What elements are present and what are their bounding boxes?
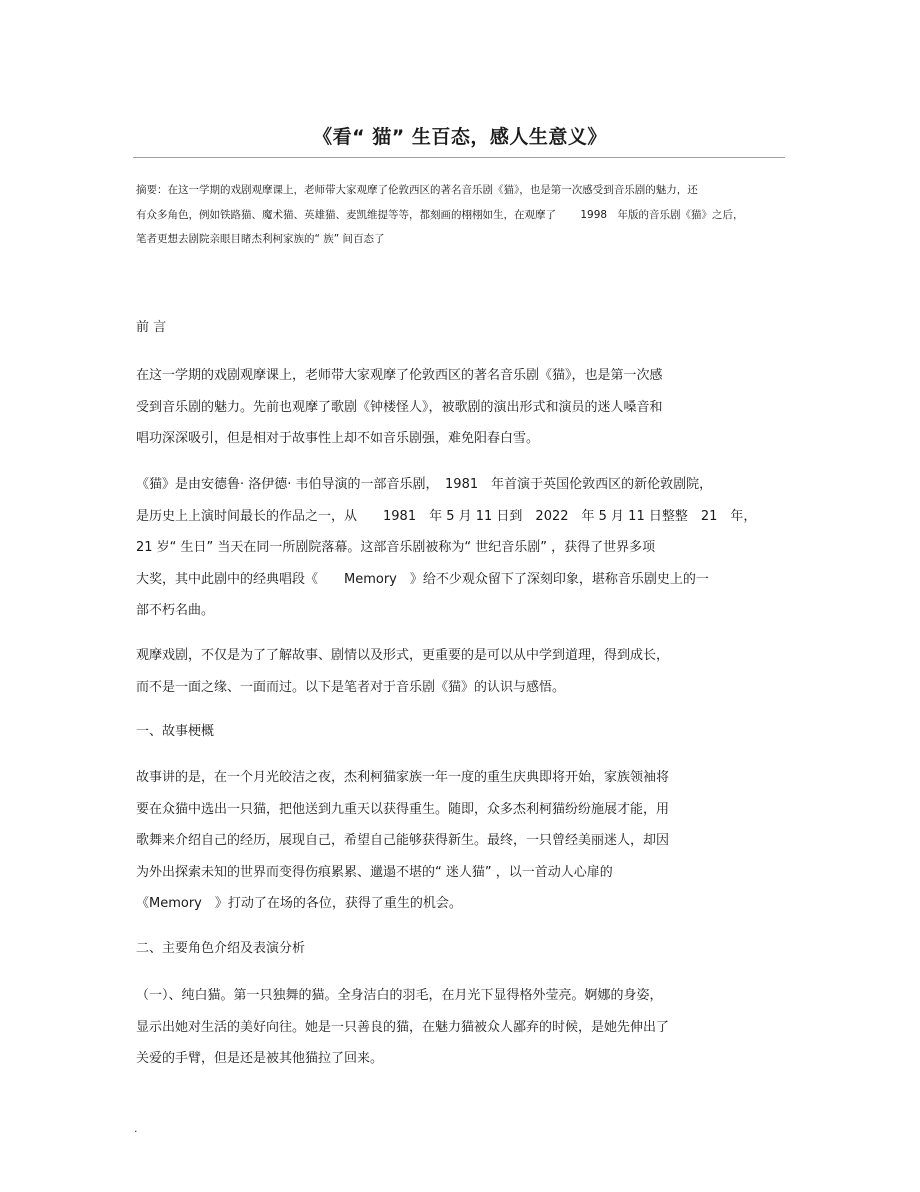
paragraph-line: 故事讲的是，在一个月光皎洁之夜，杰利柯猫家族一年一度的重生庆典即将开始，家族领袖将 bbox=[136, 770, 670, 785]
paragraph-line: 21 岁“ 生日” 当天在同一所剧院落幕。这部音乐剧被称为“ 世纪音乐剧” ，获得了世界多项 bbox=[136, 540, 656, 555]
paragraph-about-cats bbox=[136, 475, 786, 633]
paragraph-purpose bbox=[136, 646, 786, 709]
paragraph-line: 大奖，其中此剧中的经典唱段《 Memory 》给不少观众留下了深刻印象，堪称音乐剧史上的一 bbox=[136, 571, 709, 587]
paragraph-line: 《Memory 》打动了在场的各位，获得了重生的机会。 bbox=[136, 896, 462, 911]
title-divider bbox=[133, 157, 785, 158]
paragraph-line: 是历史上上演时间最长的作品之一，从 1981 年 5 月 11 日到 2022 年 5 月 11 日整整 21 年， bbox=[136, 508, 757, 524]
abstract bbox=[136, 182, 788, 256]
paragraph-line: 在这一学期的戏剧观摩课上，老师带大家观摩了伦敦西区的著名音乐剧《猫》，也是第一次感 bbox=[136, 368, 663, 383]
paragraph-intro bbox=[136, 366, 786, 461]
paragraph-synopsis bbox=[136, 768, 786, 926]
paragraph-line: 为外出探索未知的世界而变得伤痕累累、邋遢不堪的“ 迷人猫” ，以一首动人心扉的 bbox=[136, 864, 613, 880]
paragraph-white-cat bbox=[136, 986, 786, 1081]
abstract-line: 摘要：在这一学期的戏剧观摩课上，老师带大家观摩了伦敦西区的著名音乐剧《猫》，也是第一次感受到音乐剧的魅力，还 bbox=[136, 184, 698, 196]
paragraph-line: 关爱的手臂，但是还是被其他猫拉了回来。 bbox=[136, 1051, 384, 1066]
paragraph-line: 唱功深深吸引，但是相对于故事性上却不如音乐剧强，难免阳春白雪。 bbox=[136, 431, 540, 446]
paragraph-line: 《猫》是由安德鲁· 洛伊德· 韦伯导演的一部音乐剧， 1981 年首演于英国伦敦西区的新伦敦剧院， bbox=[136, 477, 713, 492]
section-heading-characters: 二、主要角色介绍及表演分析 bbox=[136, 941, 306, 956]
paragraph-line: 受到音乐剧的魅力。先前也观摩了歌剧《钟楼怪人》，被歌剧的演出形式和演员的迷人嗓音和 bbox=[136, 399, 663, 415]
section-heading-synopsis: 一、故事梗概 bbox=[136, 724, 215, 739]
document-title: 《看“ 猫” 生百态，感人生意义》 bbox=[313, 126, 607, 148]
paragraph-line: （一）、纯白猫。第一只独舞的猫。全身洁白的羽毛，在月光下显得格外莹亮。婀娜的身姿， bbox=[136, 988, 663, 1003]
abstract-line: 笔者更想去剧院亲眼目睹杰利柯家族的“ 族” 间百态了 bbox=[136, 233, 385, 245]
paragraph-line: 部不朽名曲。 bbox=[136, 603, 215, 618]
paragraph-line: 歌舞来介绍自己的经历，展现自己，希望自己能够获得新生。最终，一只曾经美丽迷人，却因 bbox=[136, 833, 670, 848]
paragraph-line: 要在众猫中选出一只猫，把他送到九重天以获得重生。随即，众多杰利柯猫纷纷施展才能，用 bbox=[136, 801, 670, 817]
footer-mark: . bbox=[134, 1122, 138, 1135]
preface-heading: 前 言 bbox=[136, 320, 167, 335]
paragraph-line: 显示出她对生活的美好向往。她是一只善良的猫，在魅力猫被众人鄙弃的时候，是她先伸出了 bbox=[136, 1019, 670, 1035]
paragraph-line: 而不是一面之缘、一面而过。以下是笔者对于音乐剧《猫》的认识与感悟。 bbox=[136, 679, 566, 695]
paragraph-line: 观摩戏剧，不仅是为了了解故事、剧情以及形式，更重要的是可以从中学到道理，得到成长， bbox=[136, 648, 670, 663]
abstract-line: 有众多角色，例如铁路猫、魔术猫、英雄猫、麦凯维提等等，都刻画的栩栩如生，在观摩了 1998 年版的音乐剧《猫》之后， bbox=[136, 208, 744, 221]
